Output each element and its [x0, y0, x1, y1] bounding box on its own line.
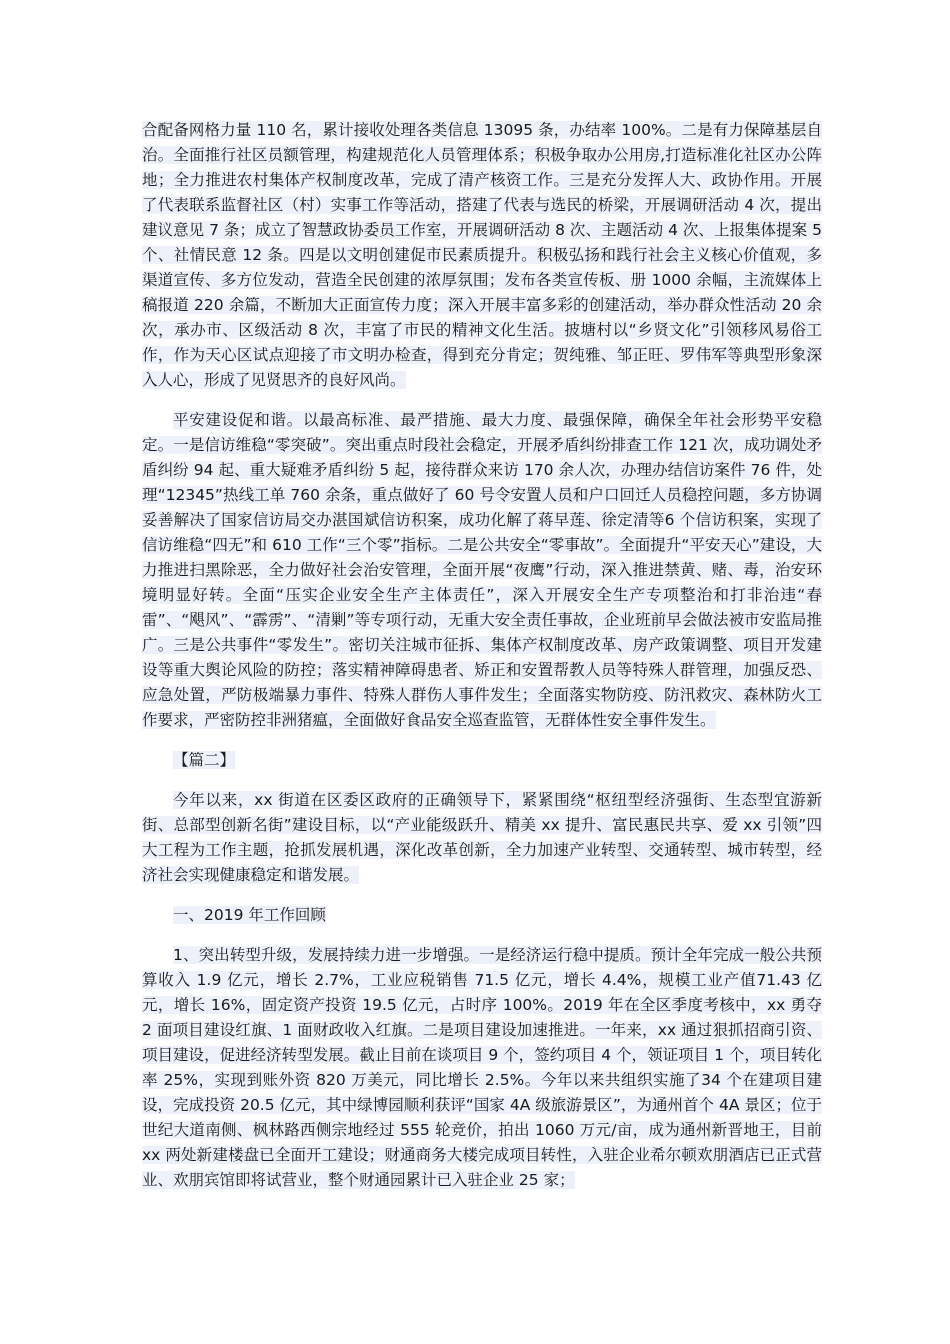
paragraph-text: 平安建设促和谐。以最高标准、最严措施、最大力度、最强保障，确保全年社会形势平安稳定。一是信访维稳“零突破”。突出重点时段社会稳定，开展矛盾纠纷排查工作 121 次，成功调处矛盾纠纷 94 起、重大疑难矛盾纠纷 5 起，接待群众来访 170 余人次，办理办结信访案件 76 件，处理“12345”热线工单 760 余条，重点做好了 60 号令安置人员和户口回迁人员稳控问题，多方协调妥善解决了国家信访局交办湛国斌信访积案，成功化解了蒋早莲、徐定清等6 个信访积案，实现了信访维稳“四无”和 610 工作“三个零”指标。二是公共安全“零事故”。全面提升“平安天心”建设，大力推进扫黑除恶，全力做好社会治安管理，全面开展“夜鹰”行动，深入推进禁黄、赌、毒，治安环境明显好转。全面“压实企业安全生产主体责任”，深入开展安全生产专项整治和打非治违“春雷”、“飓风”、“霹雳”、“清剿”等专项行动，无重大安全责任事故，企业班前早会做法被市安监局推广。三是公共事件“零发生”。密切关注城市征拆、集体产权制度改革、房产政策调整、项目开发建设等重大舆论风险的防控；落实精神障碍患者、矫正和安置帮教人员等特殊人群管理，加强反恐、应急处置，严防极端暴力事件、特殊人群伤人事件发生；全面落实物防疫、防汛救灾、森林防火工作要求，严密防控非洲猪瘟，全面做好食品安全巡查监管，无群体性安全事件发生。 — [142, 411, 822, 729]
paragraph-text: 合配备网格力量 110 名，累计接收处理各类信息 13095 条，办结率 100%。二是有力保障基层自治。全面推行社区员额管理，构建规范化人员管理体系；积极争取办公用房,打造标准化社区办公阵地；全力推进农村集体产权制度改革，完成了清产核资工作。三是充分发挥人大、政协作用。开展了代表联系监督社区（村）实事工作等活动，搭建了代表与选民的桥梁，开展调研活动 4 次，提出建议意见 7 条；成立了智慧政协委员工作室，开展调研活动 8 次、主题活动 4 次、上报集体提案 5 个、社情民意 12 条。四是以文明创建促市民素质提升。积极弘扬和践行社会主义核心价值观，多渠道宣传、多方位发动，营造全民创建的浓厚氛围；发布各类宣传板、册 1000 余幅，主流媒体上稿报道 220 余篇，不断加大正面宣传力度；深入开展丰富多彩的创建活动，举办群众性活动 20 余次，承办市、区级活动 8 次，丰富了市民的精神文化生活。披塘村以“乡贤文化”引领移风易俗工作，作为天心区试点迎接了市文明办检查，得到充分肯定；贺纯雅、邹正旺、罗伟军等典型形象深入人心，形成了见贤思齐的良好风尚。 — [142, 121, 822, 389]
paragraph-community-governance — [142, 118, 822, 393]
paragraph-intro — [142, 788, 822, 888]
heading-text: 一、2019 年工作回顾 — [173, 906, 326, 924]
paragraph-text: 1、突出转型升级，发展持续力进一步增强。一是经济运行稳中提质。预计全年完成一般公共预算收入 1.9 亿元，增长 2.7%，工业应税销售 71.5 亿元，增长 4.4%，规模工业产值71.43 亿元，增长 16%，固定资产投资 19.5 亿元，占时序 100%。2019 年在全区季度考核中，xx 勇夺 2 面项目建设红旗、1 面财政收入红旗。二是项目建设加速推进。一年来，xx 通过狠抓招商引资、项目建设，促进经济转型发展。截止目前在谈项目 9 个，签约项目 4 个，领证项目 1 个，项目转化率 25%，实现到账外资 820 万美元，同比增长 2.5%。今年以来共组织实施了34 个在建项目建设，完成投资 20.5 亿元，其中绿博园顺利获评“国家 4A 级旅游景区”，为通州首个 4A 景区；位于世纪大道南侧、枫林路西侧宗地经过 555 轮竞价，拍出 1060 万元/亩，成为通州新晋地王，目前 xx 两处新建楼盘已全面开工建设；财通商务大楼完成项目转性，入驻企业希尔顿欢朋酒店已正式营业、欢朋宾馆即将试营业，整个财通园累计已入驻企业 25 家； — [142, 946, 822, 1189]
document-page — [142, 118, 822, 1208]
paragraph-safety-construction — [142, 408, 822, 733]
heading-work-review — [142, 903, 822, 928]
paragraph-text: 今年以来，xx 街道在区委区政府的正确领导下，紧紧围绕“枢纽型经济强街、生态型宜游新街、总部型创新名街”建设目标，以“产业能级跃升、精美 xx 提升、富民惠民共享、爱 xx 引领”四大工程为工作主题，抢抓发展机遇，深化改革创新，全力加速产业转型、交通转型、城市转型，经济社会实现健康稳定和谐发展。 — [142, 791, 822, 884]
section-title-text: 【篇二】 — [173, 751, 236, 769]
paragraph-transformation — [142, 943, 822, 1193]
section-title-part-two — [142, 748, 822, 773]
